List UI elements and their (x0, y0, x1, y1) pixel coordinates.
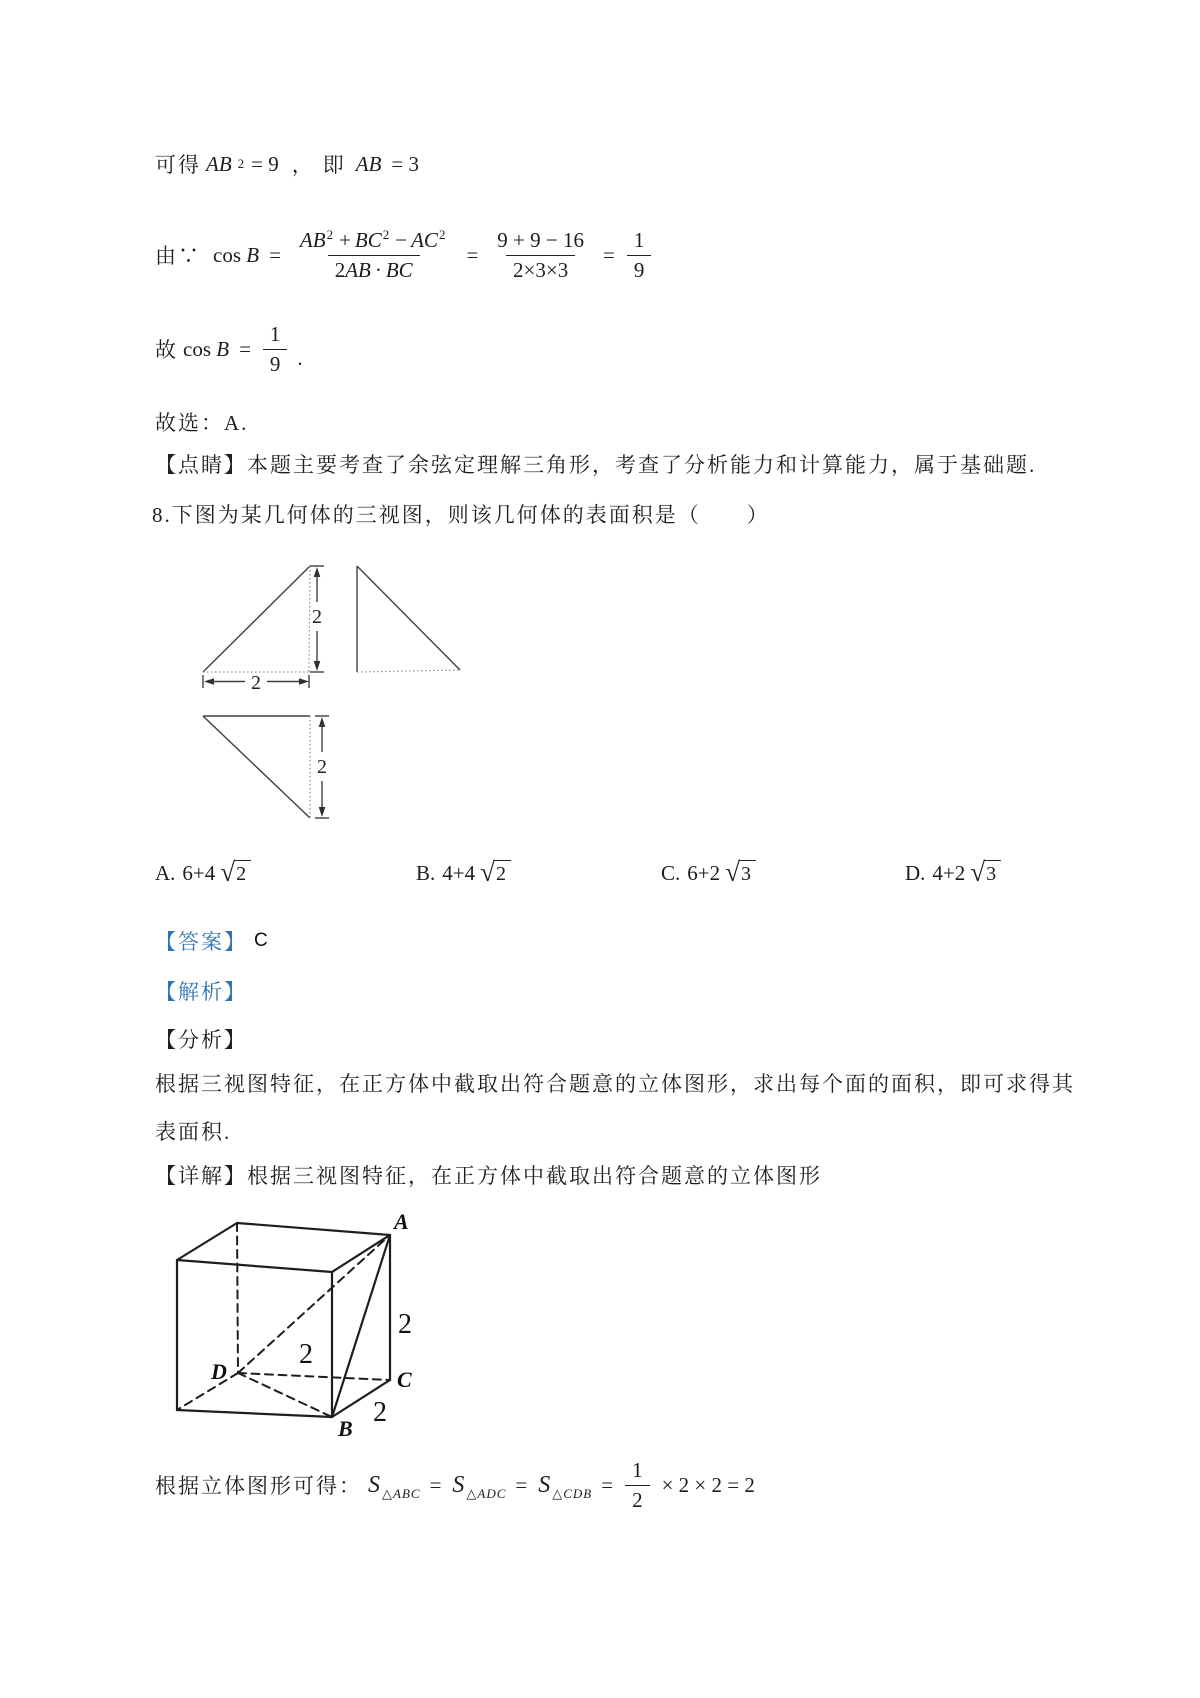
fraction-denominator: 9 (627, 255, 652, 284)
math-run: = 9 (251, 151, 279, 176)
option-b (416, 857, 511, 887)
cosine-formula-line (155, 212, 658, 298)
cube-top-back-edge (237, 1223, 390, 1235)
math-eq: = (239, 336, 251, 361)
text-run: ， (291, 153, 315, 177)
fraction-numeric (490, 226, 591, 284)
front-width-label: 2 (251, 672, 261, 694)
arrow-down-icon (314, 661, 321, 671)
xiangjie-line (155, 1160, 822, 1190)
answer-value: C (254, 930, 268, 951)
fraction-cos-law (293, 226, 455, 284)
math-var-S: S (452, 1471, 465, 1498)
math-eq: = (269, 242, 281, 267)
option-coeff: 4+2 (932, 861, 966, 885)
math-op: + (339, 228, 351, 253)
front-height-label: 2 (312, 606, 322, 628)
math-var-S: S (538, 1471, 551, 1498)
text-run: 可得 (155, 153, 201, 177)
front-view-hypotenuse (203, 566, 310, 672)
radical-icon: √ (480, 857, 495, 887)
hidden-bottom-left-edge (177, 1373, 238, 1410)
fraction-numerator: 1 (633, 228, 645, 253)
option-coeff: 6+2 (687, 861, 721, 885)
math-var: AC (411, 228, 438, 253)
option-label: B. (416, 861, 436, 885)
text-run: 即 (322, 153, 346, 177)
analysis-line-1: 根据三视图特征，在正方体中截取出符合题意的立体图形，求出每个面的面积，即可求得其 (155, 1072, 1075, 1096)
math-sub: △CDB (552, 1486, 593, 1501)
math-fn: cos (183, 336, 211, 361)
vertex-label-d: D (211, 1359, 227, 1384)
option-a (155, 857, 251, 887)
answer-choice-line: 故选：A. (155, 411, 249, 435)
fraction-numerator (293, 226, 455, 254)
fraction-numerator: 9 + 9 − 16 (497, 228, 584, 253)
option-label: C. (661, 861, 681, 885)
math-op: − (395, 228, 408, 253)
option-c (661, 857, 756, 887)
math-var: AB (345, 257, 371, 282)
vertex-label-c: C (397, 1367, 412, 1392)
side-view-bottom-edge (357, 670, 460, 672)
text-run: 根据立体图形可得： (155, 1474, 362, 1498)
arrow-right-icon (299, 678, 309, 685)
top-view-hypotenuse (203, 716, 310, 818)
radical-icon: √ (220, 857, 236, 887)
radicand: 3 (984, 860, 1001, 886)
arrow-down-icon (319, 807, 326, 817)
math-sup: 2 (438, 227, 446, 243)
math-sup: 2 (326, 227, 334, 243)
side-view-hypotenuse (357, 566, 460, 670)
xiangjie-label: 【详解】 (155, 1164, 247, 1188)
fraction-one-ninth (263, 320, 288, 378)
math-sup: 2 (382, 227, 390, 243)
radicand: 2 (234, 860, 251, 886)
hidden-diagonal-DB (238, 1373, 332, 1417)
dianjing-line (155, 449, 1036, 479)
cube-top-right-edge (332, 1235, 390, 1272)
cube-dim-right: 2 (398, 1309, 412, 1340)
cube-top-left-edge (177, 1223, 237, 1260)
math-eq: = (601, 1472, 614, 1497)
hidden-vertical-edge (237, 1223, 238, 1373)
fraction-denominator (328, 255, 420, 284)
option-coeff: 4+4 (442, 861, 476, 885)
math-sub: △ABC (382, 1486, 421, 1501)
sqrt-expression (220, 857, 251, 887)
math-var: B (216, 336, 230, 361)
conclusion-line (155, 1456, 760, 1514)
fraction-denominator: 9 (263, 349, 288, 378)
option-d (905, 857, 1001, 887)
cube-dim-mid: 2 (299, 1339, 313, 1370)
math-eq: = (466, 242, 479, 267)
fraction-numerator: 1 (269, 322, 281, 347)
radicand: 3 (739, 860, 756, 886)
math-var: BC (354, 228, 382, 253)
fraction-one-ninth (627, 226, 652, 284)
math-cos (213, 243, 259, 268)
cos-result-line (155, 315, 303, 383)
cube-front-bottom-edge (177, 1410, 332, 1417)
cube-top-front-edge (177, 1260, 332, 1272)
top-depth-label: 2 (317, 756, 327, 778)
text-run: 由∵ (155, 244, 201, 268)
radical-icon: √ (725, 857, 740, 887)
answer-label: 【答案】 (155, 930, 247, 954)
option-label: D. (905, 861, 926, 885)
radical-icon: √ (970, 857, 986, 887)
cube-figure (153, 1203, 483, 1448)
hidden-edge-DC (238, 1373, 390, 1380)
vertex-label-a: A (394, 1209, 409, 1234)
fraction-denominator: 2×3×3 (506, 255, 575, 284)
jiexi-label: 【解析】 (155, 980, 247, 1004)
question-8-stem: 8.下图为某几何体的三视图，则该几何体的表面积是（ ） (152, 503, 770, 527)
math-var: AB (299, 228, 326, 253)
fraction-one-half (625, 1456, 650, 1514)
math-run: = 3 (391, 151, 419, 176)
text-run: 故 (155, 338, 178, 362)
fraction-numerator: 1 (632, 1458, 643, 1483)
dianjing-text: 本题主要考查了余弦定理解三角形，考查了分析能力和计算能力，属于基础题. (247, 453, 1037, 477)
math-eq: = (602, 242, 615, 267)
math-eq: = (429, 1472, 442, 1497)
math-var: B (246, 242, 260, 267)
sqrt-expression (725, 857, 756, 887)
period: . (297, 346, 303, 370)
fraction-denominator: 2 (625, 1485, 650, 1514)
math-var: BC (385, 257, 413, 282)
math-cos (183, 337, 229, 362)
solution-line-ab: 可得 AB 2 = 9 ， 即 AB = 3 (155, 148, 424, 180)
math-var-S: S (368, 1471, 380, 1498)
analysis-line-2: 表面积. (155, 1120, 232, 1144)
math-fn: cos (213, 242, 241, 267)
math-var: AB (206, 151, 232, 176)
fenxi-label: 【分析】 (155, 1028, 247, 1052)
front-view-right-edge (309, 566, 310, 672)
math-eq: = (515, 1472, 528, 1497)
vertex-label-b: B (338, 1416, 353, 1441)
xiangjie-text: 根据三视图特征，在正方体中截取出符合题意的立体图形 (247, 1164, 822, 1188)
radicand: 2 (494, 860, 511, 886)
math-var: AB (355, 151, 382, 176)
math-num: 2 (334, 257, 346, 282)
sqrt-expression (970, 857, 1001, 887)
sqrt-expression (480, 857, 511, 887)
cube-dim-bottom: 2 (373, 1397, 387, 1428)
option-label: A. (155, 861, 176, 885)
option-coeff: 6+4 (182, 861, 216, 885)
math-op: · (374, 257, 382, 282)
three-view-diagram (183, 550, 483, 840)
answer-line (155, 926, 268, 956)
math-sub: △ADC (466, 1486, 507, 1501)
dianjing-label: 【点睛】 (155, 453, 247, 477)
math-run: × 2 × 2 = 2 (661, 1472, 755, 1497)
